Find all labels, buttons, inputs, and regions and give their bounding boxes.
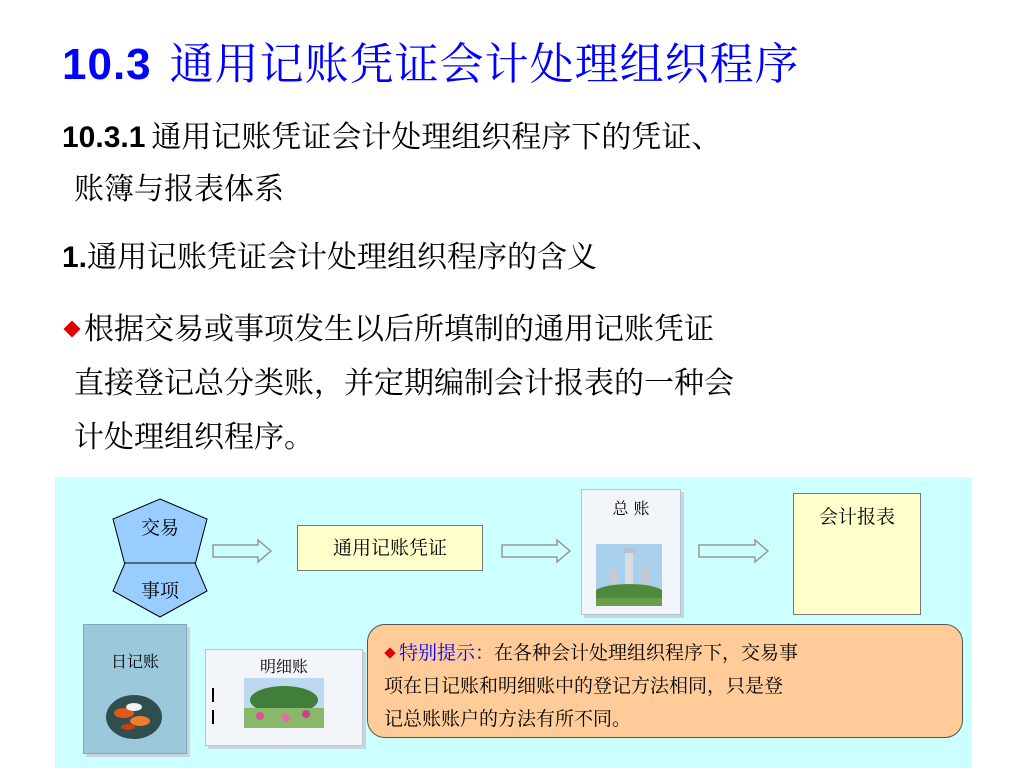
note-diamond-icon [384,647,395,658]
process-diagram [55,477,972,768]
arrow-ledger-to-report [699,540,768,562]
meaning-heading [62,232,597,284]
bullet-diamond-icon [64,320,81,337]
subsection-number: 10.3.1 [62,121,146,154]
subsection-heading [62,112,962,216]
title-text: 通用记账凭证会计处理组织程序 [169,39,800,90]
garden-image-icon [244,678,324,728]
arrow-source-to-voucher [213,540,271,562]
meaning-heading-text: 通用记账凭证会计处理组织程序的含义 [87,240,598,275]
binding-marks-icon [210,686,218,726]
meaning-heading-number: 1. [62,241,88,274]
koi-fish-image-icon [104,691,164,741]
city-tower-image-icon [596,544,662,606]
note-line-1: 在各种会计处理组织程序下，交易事 [494,642,799,664]
source-top-label: 交易 [140,517,179,539]
special-note [367,624,963,738]
note-line-3: 记总账账户的方法有所不同。 [384,708,632,730]
title-number: 10.3 [62,40,152,89]
subsidiary-ledger-label: 明细账 [259,657,308,676]
journal-book [83,624,187,754]
definition-line-1: 根据交易或事项发生以后所填制的通用记账凭证 [84,312,714,347]
note-lead: 特别提示： [399,642,495,664]
arrow-voucher-to-ledger [502,540,570,562]
report-box [793,493,921,615]
report-label: 会计报表 [818,506,895,528]
slide-title [62,28,800,92]
definition-line-3: 计处理组织程序。 [74,420,314,455]
voucher-box: 通用记账凭证 [297,525,483,571]
journal-label: 日记账 [110,652,159,671]
definition-line-2: 直接登记总分类账，并定期编制会计报表的一种会 [74,366,734,401]
note-line-2: 项在日记账和明细账中的登记方法相同，只是登 [384,675,784,697]
source-bottom-label: 事项 [140,580,179,602]
subsection-line-2: 账簿与报表体系 [74,172,284,207]
subsection-line-1: 通用记账凭证会计处理组织程序下的凭证、 [151,120,722,155]
general-ledger-label: 总 账 [612,499,650,518]
definition-line [62,303,982,357]
subsidiary-ledger-book [205,649,363,746]
definition-paragraph [62,303,982,465]
general-ledger-book [581,489,681,615]
